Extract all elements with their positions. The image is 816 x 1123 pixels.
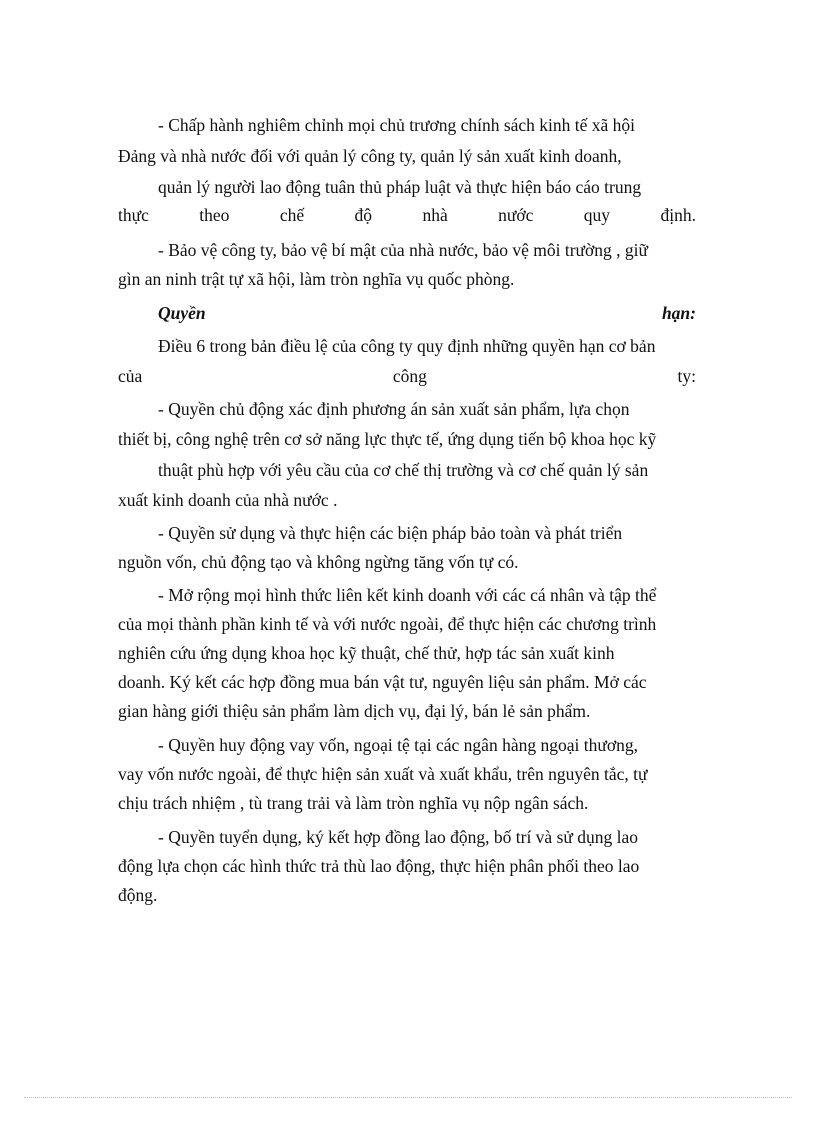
text-line: gìn an ninh trật tự xã hội, làm tròn nghĩa vụ quốc phòng. <box>118 269 515 289</box>
text-line: động lựa chọn các hình thức trả thù lao động, thực hiện phân phối theo lao <box>118 856 640 876</box>
word: ty: <box>677 366 696 386</box>
text-line: gian hàng giới thiệu sản phẩm làm dịch vụ, đại lý, bán lẻ sản phẩm. <box>118 701 591 721</box>
text-line: Đảng và nhà nước đối với quản lý công ty, quản lý sản xuất kinh doanh, <box>118 146 622 166</box>
word: của <box>118 366 143 386</box>
justified-line <box>118 365 696 387</box>
word: độ <box>354 205 373 225</box>
text-line: của mọi thành phần kinh tế và với nước ngoài, để thực hiện các chương trình <box>118 614 657 634</box>
word: công <box>392 366 427 386</box>
text-line: quản lý người lao động tuân thủ pháp luật và thực hiện báo cáo trung <box>158 177 642 197</box>
text-line: - Quyền tuyển dụng, ký kết hợp đồng lao động, bố trí và sử dụng lao <box>158 827 638 847</box>
word: thực <box>118 205 149 225</box>
text-line: xuất kinh doanh của nhà nước . <box>118 490 338 510</box>
text-line: động. <box>118 885 158 905</box>
section-heading <box>158 302 696 324</box>
text-line: Điều 6 trong bản điều lệ của công ty quy định những quyền hạn cơ bản <box>158 336 656 356</box>
text-line: nguồn vốn, chủ động tạo và không ngừng tăng vốn tự có. <box>118 552 519 572</box>
text-line: chịu trách nhiệm , tù trang trải và làm tròn nghĩa vụ nộp ngân sách. <box>118 793 589 813</box>
word: chế <box>279 205 305 225</box>
word: nhà <box>422 205 448 225</box>
text-line: - Quyền sử dụng và thực hiện các biện pháp bảo toàn và phát triển <box>158 523 623 543</box>
text-line: vay vốn nước ngoài, để thực hiện sản xuất và xuất khẩu, trên nguyên tắc, tự <box>118 764 648 784</box>
justified-line <box>118 204 696 226</box>
text-line: - Quyền chủ động xác định phương án sản xuất sản phẩm, lựa chọn <box>158 399 630 419</box>
heading-word: Quyền <box>158 303 206 323</box>
word: nước <box>498 205 534 225</box>
heading-word: hạn: <box>661 303 696 323</box>
word: định. <box>660 205 696 225</box>
text-line: doanh. Ký kết các hợp đồng mua bán vật tư, nguyên liệu sản phẩm. Mở các <box>118 672 647 692</box>
word: theo <box>199 205 230 225</box>
text-line: - Quyền huy động vay vốn, ngoại tệ tại các ngân hàng ngoại thương, <box>158 735 638 755</box>
text-line: nghiên cứu ứng dụng khoa học kỹ thuật, chế thử, hợp tác sản xuất kinh <box>118 643 615 663</box>
text-line: thuật phù hợp với yêu cầu của cơ chế thị trường và cơ chế quản lý sản <box>158 460 649 480</box>
text-line: - Bảo vệ công ty, bảo vệ bí mật của nhà nước, bảo vệ môi trường , giữ <box>158 240 649 260</box>
text-line: - Mở rộng mọi hình thức liên kết kinh doanh với các cá nhân và tập thể <box>158 585 657 605</box>
page-bottom-rule <box>24 1097 792 1098</box>
text-line: thiết bị, công nghệ trên cơ sở năng lực thực tế, ứng dụng tiến bộ khoa học kỹ <box>118 429 657 449</box>
word: quy <box>583 205 611 225</box>
text-line: - Chấp hành nghiêm chỉnh mọi chủ trương chính sách kinh tế xã hội <box>158 115 636 135</box>
